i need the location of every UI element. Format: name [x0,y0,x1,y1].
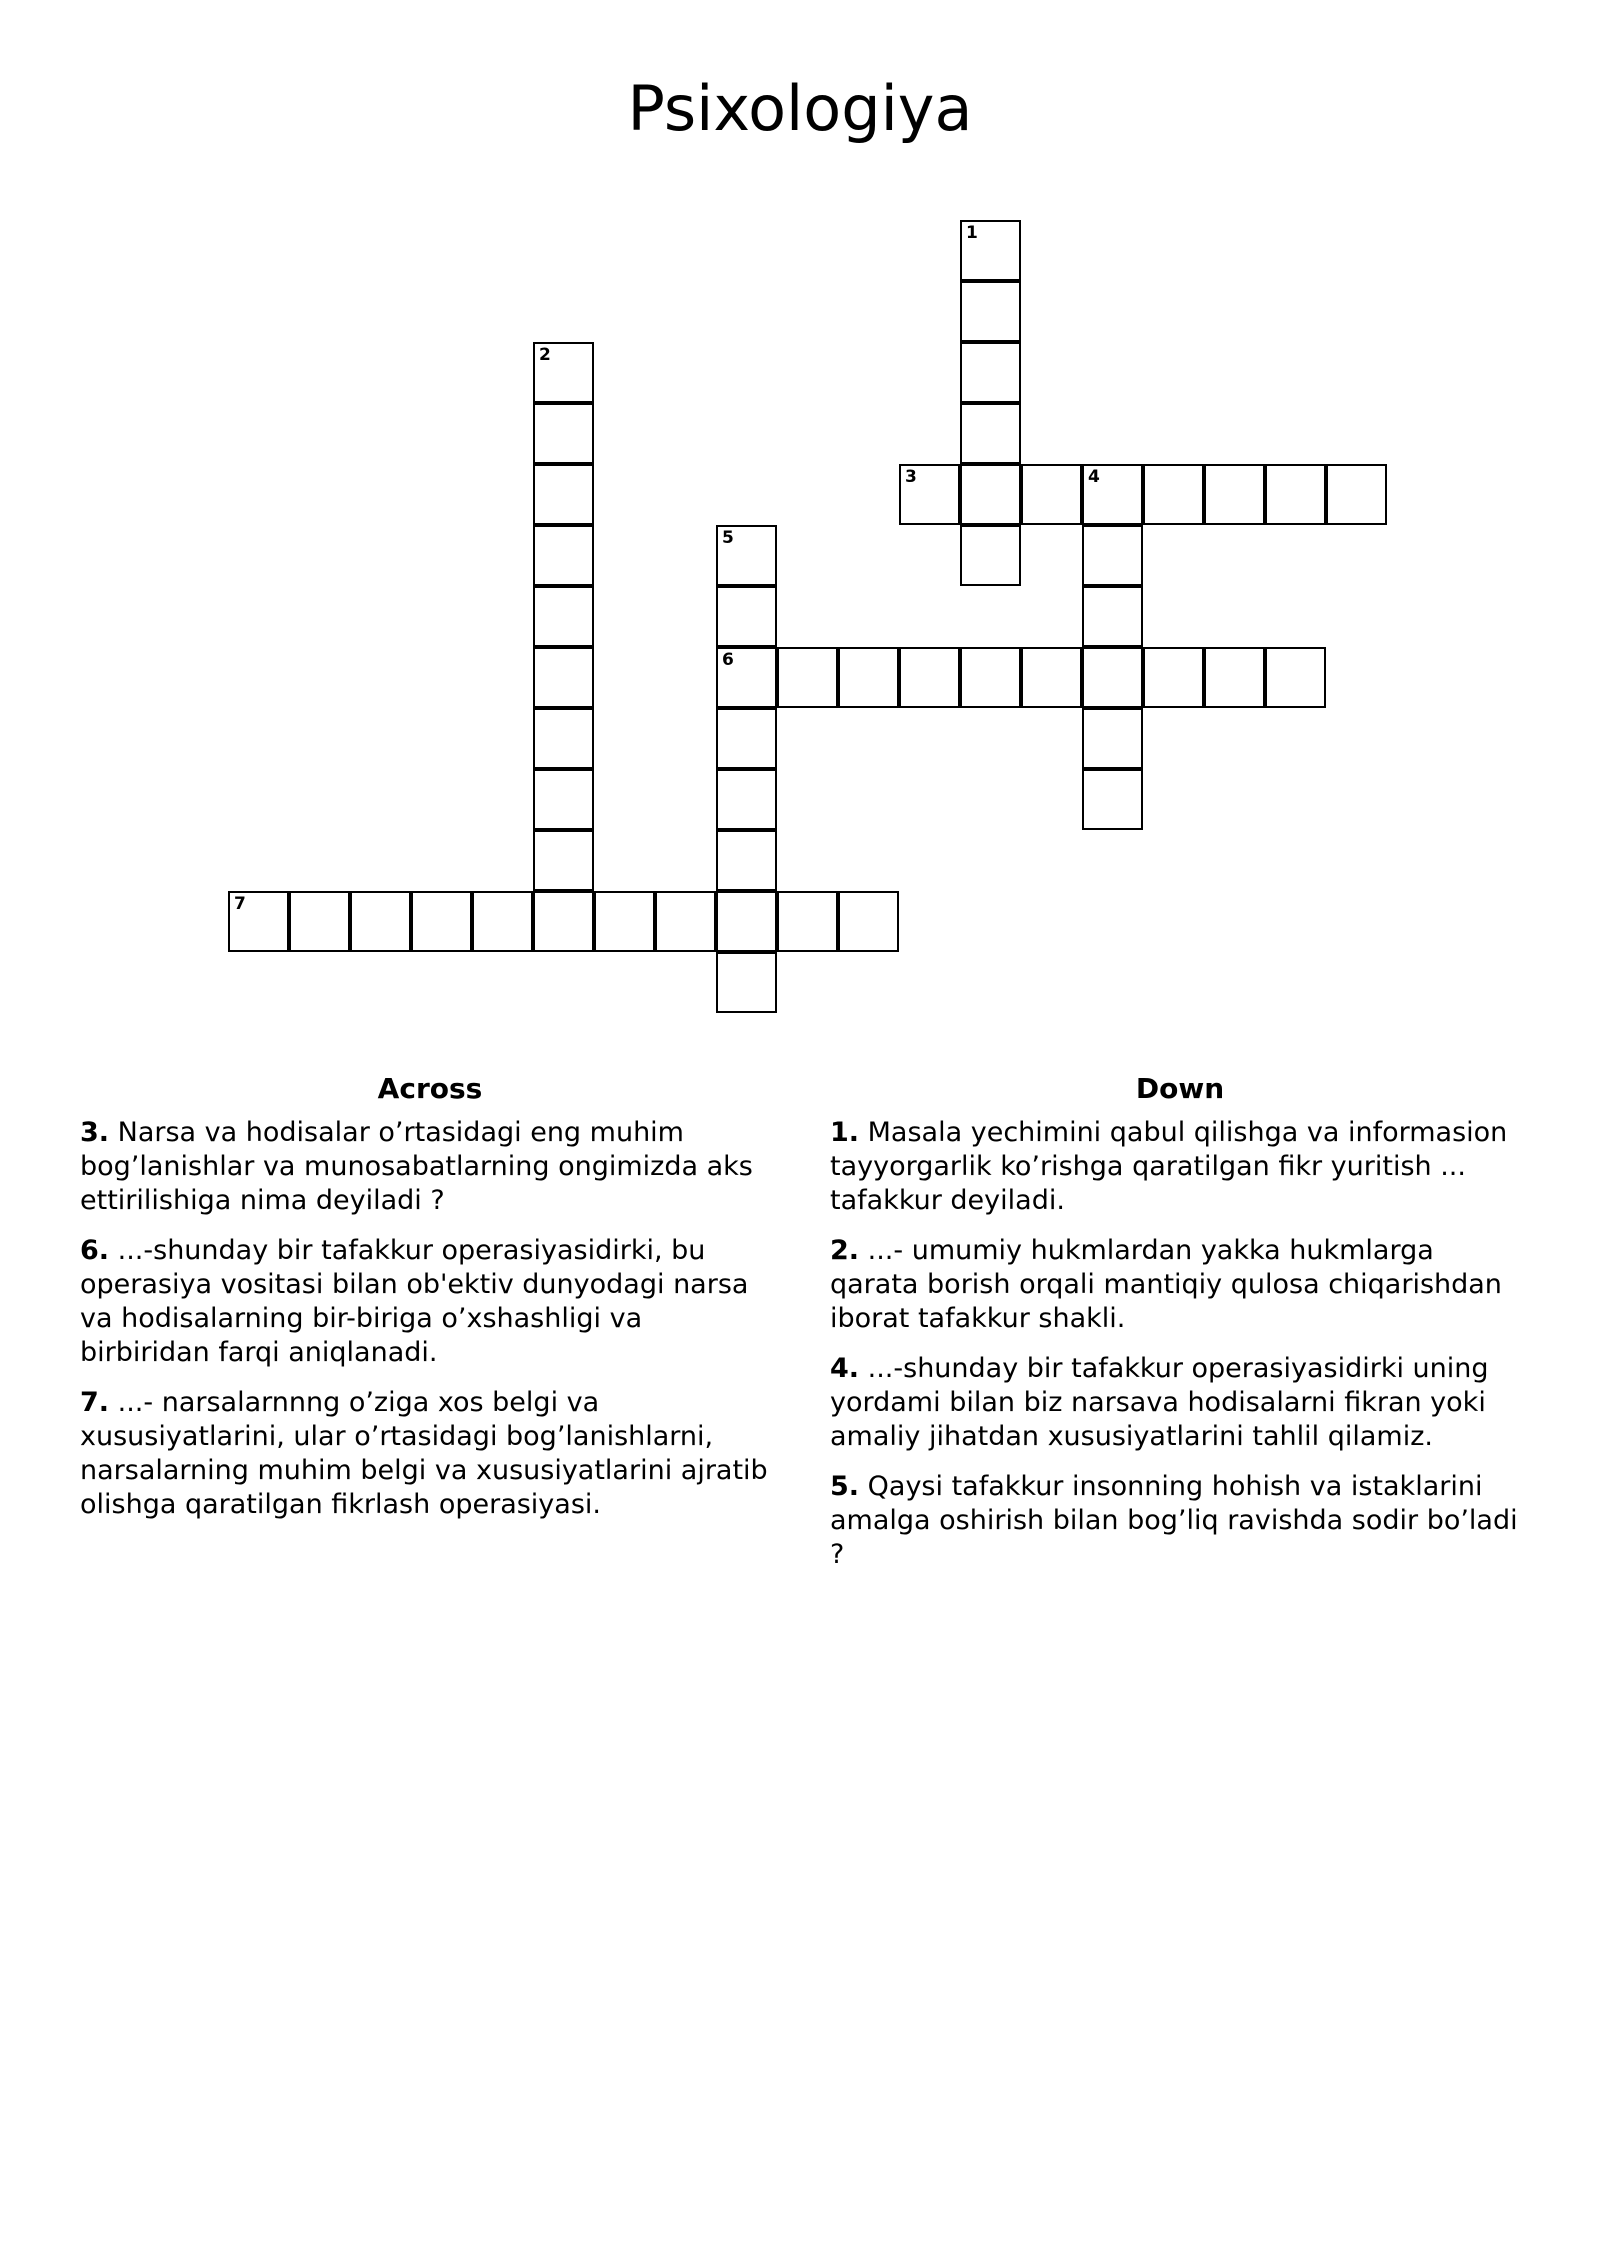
crossword-cell[interactable] [533,769,594,830]
clue-text: ...-shunday bir tafakkur operasiyasidirki uning yordami bilan biz narsava hodisalarni fikran yoki amaliy jihatdan xususiyatlarini tahlil qilamiz. [830,1353,1489,1452]
cell-number: 6 [722,650,734,670]
crossword-cell[interactable] [899,464,960,525]
crossword-cell[interactable] [1082,769,1143,830]
clue-down-1 [830,1116,1530,1218]
clue-number: 4. [830,1353,860,1384]
crossword-cell[interactable] [655,891,716,952]
crossword-cell[interactable] [533,830,594,891]
clue-text: ...-shunday bir tafakkur operasiyasidirki, bu operasiya vositasi bilan ob'ektiv dunyodagi narsa va hodisalarning bir-biriga o’xshashligi va birbiridan farqi aniqlanadi. [80,1235,749,1368]
clue-across-3 [80,1116,780,1218]
crossword-cell[interactable] [960,342,1021,403]
crossword-cell[interactable] [289,891,350,952]
crossword-cell[interactable] [533,891,594,952]
crossword-cell[interactable] [1082,464,1143,525]
crossword-cell[interactable] [533,525,594,586]
across-heading: Across [377,1072,483,1105]
crossword-cell[interactable] [533,464,594,525]
cell-number: 5 [722,528,734,548]
clue-number: 6. [80,1235,110,1266]
clue-text: ...- narsalarnnng o’ziga xos belgi va xususiyatlarini, ular o’rtasidagi bog’lanishlarni, narsalarning muhim belgi va xususiyatlarini ajratib olishga qaratilgan fikrlash operasiyasi. [80,1387,768,1520]
clue-text: Masala yechimini qabul qilishga va informasion tayyorgarlik ko’rishga qaratilgan fikr yuritish ... tafakkur deyiladi. [830,1117,1508,1216]
cell-number: 1 [966,223,978,243]
crossword-cell[interactable] [594,891,655,952]
clue-down-4 [830,1352,1530,1454]
clue-number: 3. [80,1117,110,1148]
crossword-cell[interactable] [716,525,777,586]
cell-number: 4 [1088,467,1100,487]
cell-number: 2 [539,345,551,365]
crossword-cell[interactable] [716,769,777,830]
across-clues [80,1072,780,1538]
clue-text: Qaysi tafakkur insonning hohish va istaklarini amalga oshirish bilan bog’liq ravishda sodir bo’ladi ? [830,1471,1518,1570]
crossword-cell[interactable] [899,647,960,708]
crossword-cell[interactable] [716,952,777,1013]
crossword-cell[interactable] [1265,464,1326,525]
crossword-cell[interactable] [1021,647,1082,708]
crossword-cell[interactable] [960,220,1021,281]
crossword-cell[interactable] [1082,525,1143,586]
crossword-cell[interactable] [1265,647,1326,708]
clue-text: Narsa va hodisalar o’rtasidagi eng muhim bog’lanishlar va munosabatlarning ongimizda aks ettirilishiga nima deyiladi ? [80,1117,753,1216]
crossword-cell[interactable] [1021,464,1082,525]
crossword-cell[interactable] [1143,647,1204,708]
crossword-cell[interactable] [716,647,777,708]
crossword-cell[interactable] [350,891,411,952]
crossword-cell[interactable] [533,708,594,769]
page-title: Psixologiya [627,72,973,145]
down-heading: Down [1135,1072,1225,1105]
clue-number: 2. [830,1235,860,1266]
crossword-cell[interactable] [228,891,289,952]
crossword-cell[interactable] [533,647,594,708]
crossword-cell[interactable] [960,525,1021,586]
crossword-cell[interactable] [1082,647,1143,708]
crossword-cell[interactable] [716,891,777,952]
crossword-cell[interactable] [472,891,533,952]
clue-down-5 [830,1470,1530,1572]
crossword-cell[interactable] [838,891,899,952]
crossword-cell[interactable] [411,891,472,952]
crossword-cell[interactable] [716,586,777,647]
crossword-cell[interactable] [777,891,838,952]
cell-number: 3 [905,467,917,487]
crossword-cell[interactable] [1326,464,1387,525]
clue-across-6 [80,1234,780,1370]
crossword-cell[interactable] [960,281,1021,342]
crossword-cell[interactable] [1082,708,1143,769]
crossword-cell[interactable] [960,403,1021,464]
crossword-cell[interactable] [533,403,594,464]
clue-text: ...- umumiy hukmlardan yakka hukmlarga qarata borish orqali mantiqiy qulosa chiqarishdan iborat tafakkur shakli. [830,1235,1502,1334]
crossword-cell[interactable] [1204,464,1265,525]
crossword-cell[interactable] [716,708,777,769]
crossword-cell[interactable] [1143,464,1204,525]
down-clues [830,1072,1530,1588]
crossword-cell[interactable] [533,342,594,403]
clue-number: 5. [830,1471,860,1502]
crossword-cell[interactable] [1082,586,1143,647]
crossword-cell[interactable] [838,647,899,708]
crossword-cell[interactable] [1204,647,1265,708]
clue-number: 7. [80,1387,110,1418]
crossword-cell[interactable] [533,586,594,647]
cell-number: 7 [234,894,246,914]
clue-across-7 [80,1386,780,1522]
crossword-cell[interactable] [716,830,777,891]
crossword-cell[interactable] [960,647,1021,708]
crossword-cell[interactable] [960,464,1021,525]
clue-number: 1. [830,1117,860,1148]
clue-down-2 [830,1234,1530,1336]
crossword-grid [0,0,1600,1060]
crossword-cell[interactable] [777,647,838,708]
